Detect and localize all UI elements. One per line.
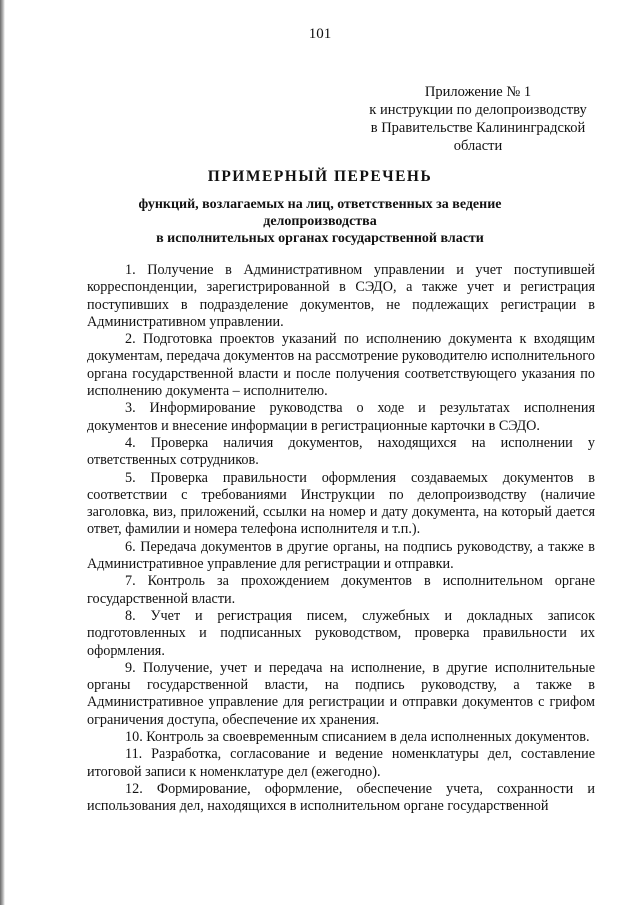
list-item: 5. Проверка правильности оформления создаваемых документов в соответствии с требованиями Инструкции по делопроизводству (наличие заголовка, виз, приложений, ссылки на номер и дату документа, на который дается ответ, фамилии и номера телефона исполнителя и т.п.). [87,469,595,538]
document-subtitle [120,196,520,247]
subtitle-line: в исполнительных органах государственной власти [156,231,484,246]
list-item: 8. Учет и регистрация писем, служебных и докладных записок подготовленных и подписанных руководством, проверка правильности их оформления. [87,607,595,659]
list-item: 3. Информирование руководства о ходе и результатах исполнения документов и внесение информации в регистрационные карточки в СЭДО. [87,400,595,434]
page-scan-edge [0,0,5,905]
list-item: 2. Подготовка проектов указаний по исполнению документа к входящим документам, передача документов на рассмотрение руководителю исполнительного органа государственной власти и после получения соответствующего указания по исполнению документа – исполнителю. [87,331,595,400]
appendix-line: в Правительстве Калининградской [370,120,586,136]
appendix-line: области [453,138,503,154]
subtitle-line: делопроизводства [263,214,377,229]
list-item: 6. Передача документов в другие органы, на подпись руководству, а также в Административное управление для регистрации и отправки. [87,538,595,573]
list-item: 12. Формирование, оформление, обеспечение учета, сохранности и использования дел, находящихся в исполнительном органе государственной [87,780,595,815]
appendix-header [356,83,600,155]
appendix-line: Приложение № 1 [424,84,532,100]
list-item: 10. Контроль за своевременным списанием в дела исполненных документов. [125,729,590,746]
list-item: 7. Контроль за прохождением документов в исполнительном органе государственной власти. [87,573,595,607]
list-item: 9. Получение, учет и передача на исполнение, в другие исполнительные органы государственной власти, на подпись руководству, а также в Административное управление для регистрации и отправки документов с грифом ограничения доступа, обеспечение их хранения. [87,659,595,728]
list-item: 4. Проверка наличия документов, находящихся на исполнении у ответственных сотрудников. [87,434,595,469]
function-list [87,262,595,816]
document-title: ПРИМЕРНЫЙ ПЕРЕЧЕНЬ [207,168,433,185]
page-number: 101 [308,26,332,42]
list-item: 11. Разработка, согласование и ведение номенклатуры дел, составление итоговой записи к номенклатуре дел (ежегодно). [87,746,595,780]
subtitle-line: функций, возлагаемых на лиц, ответственных за ведение [138,197,502,212]
appendix-line: к инструкции по делопроизводству [369,102,587,118]
list-item: 1. Получение в Административном управлении и учет поступившей корреспонденции, зарегистрированной в СЭДО, а также учет и регистрация поступивших в подразделение документов, не подлежащих регистрации в Административном управлении. [87,262,595,330]
